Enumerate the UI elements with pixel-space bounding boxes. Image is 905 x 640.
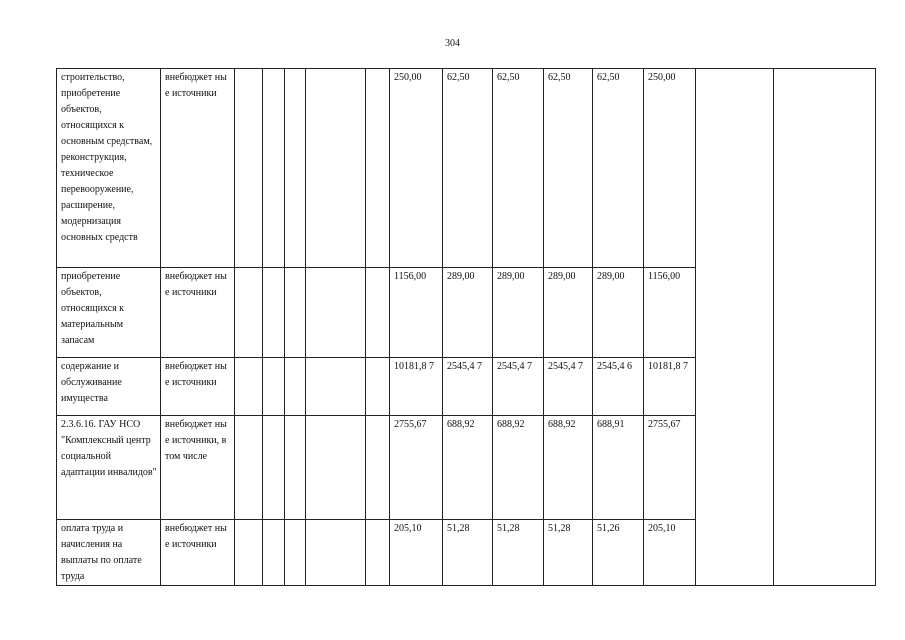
total-cell: 10181,8 7 <box>390 358 443 416</box>
empty-cell <box>285 69 306 268</box>
year-value-cell: 2545,4 7 <box>493 358 544 416</box>
activity-name-cell: строительство, приобретение объектов, относящихся к основным средствам, реконструкция, техническое перевооружение, расширение, модернизация основных средств <box>57 69 161 268</box>
total-check-cell: 2755,67 <box>644 416 696 520</box>
funding-source-cell: внебюджет ные источники <box>161 268 235 358</box>
empty-cell <box>263 69 285 268</box>
funding-source-cell: внебюджет ные источники, в том числе <box>161 416 235 520</box>
year-value-cell: 51,28 <box>443 520 493 586</box>
empty-cell <box>285 268 306 358</box>
year-value-cell: 62,50 <box>443 69 493 268</box>
year-value-cell: 62,50 <box>593 69 644 268</box>
budget-table <box>56 68 876 586</box>
empty-cell <box>285 520 306 586</box>
empty-merged-cell <box>696 69 774 586</box>
total-cell: 1156,00 <box>390 268 443 358</box>
empty-cell <box>235 69 263 268</box>
year-value-cell: 51,26 <box>593 520 644 586</box>
activity-name-cell: 2.3.6.16. ГАУ НСО "Комплексный центр социальной адаптации инвалидов" <box>57 416 161 520</box>
empty-cell <box>285 416 306 520</box>
page-number: 304 <box>445 38 460 49</box>
year-value-cell: 2545,4 7 <box>443 358 493 416</box>
year-value-cell: 289,00 <box>493 268 544 358</box>
year-value-cell: 62,50 <box>544 69 593 268</box>
empty-cell <box>263 358 285 416</box>
empty-cell <box>263 520 285 586</box>
year-value-cell: 688,92 <box>443 416 493 520</box>
year-value-cell: 51,28 <box>493 520 544 586</box>
table-row <box>57 69 876 268</box>
empty-cell <box>366 69 390 268</box>
empty-cell <box>366 416 390 520</box>
empty-merged-cell <box>774 69 876 586</box>
empty-cell <box>235 358 263 416</box>
empty-cell <box>235 268 263 358</box>
funding-source-cell: внебюджет ные источники <box>161 358 235 416</box>
year-value-cell: 289,00 <box>544 268 593 358</box>
empty-cell <box>366 268 390 358</box>
year-value-cell: 688,92 <box>544 416 593 520</box>
total-cell: 205,10 <box>390 520 443 586</box>
empty-cell <box>306 416 366 520</box>
total-cell: 2755,67 <box>390 416 443 520</box>
activity-name-cell: оплата труда и начисления на выплаты по оплате труда <box>57 520 161 586</box>
year-value-cell: 289,00 <box>443 268 493 358</box>
activity-name-cell: приобретение объектов, относящихся к материальным запасам <box>57 268 161 358</box>
empty-cell <box>235 520 263 586</box>
empty-cell <box>306 268 366 358</box>
total-check-cell: 1156,00 <box>644 268 696 358</box>
empty-cell <box>306 358 366 416</box>
empty-cell <box>366 358 390 416</box>
year-value-cell: 62,50 <box>493 69 544 268</box>
funding-source-cell: внебюджет ные источники <box>161 520 235 586</box>
year-value-cell: 289,00 <box>593 268 644 358</box>
year-value-cell: 2545,4 6 <box>593 358 644 416</box>
funding-source-cell: внебюджет ные источники <box>161 69 235 268</box>
empty-cell <box>235 416 263 520</box>
activity-name-cell: содержание и обслуживание имущества <box>57 358 161 416</box>
empty-cell <box>306 69 366 268</box>
year-value-cell: 2545,4 7 <box>544 358 593 416</box>
total-check-cell: 205,10 <box>644 520 696 586</box>
total-check-cell: 250,00 <box>644 69 696 268</box>
empty-cell <box>306 520 366 586</box>
empty-cell <box>263 416 285 520</box>
year-value-cell: 51,28 <box>544 520 593 586</box>
empty-cell <box>285 358 306 416</box>
total-check-cell: 10181,8 7 <box>644 358 696 416</box>
total-cell: 250,00 <box>390 69 443 268</box>
year-value-cell: 688,92 <box>493 416 544 520</box>
year-value-cell: 688,91 <box>593 416 644 520</box>
empty-cell <box>366 520 390 586</box>
empty-cell <box>263 268 285 358</box>
